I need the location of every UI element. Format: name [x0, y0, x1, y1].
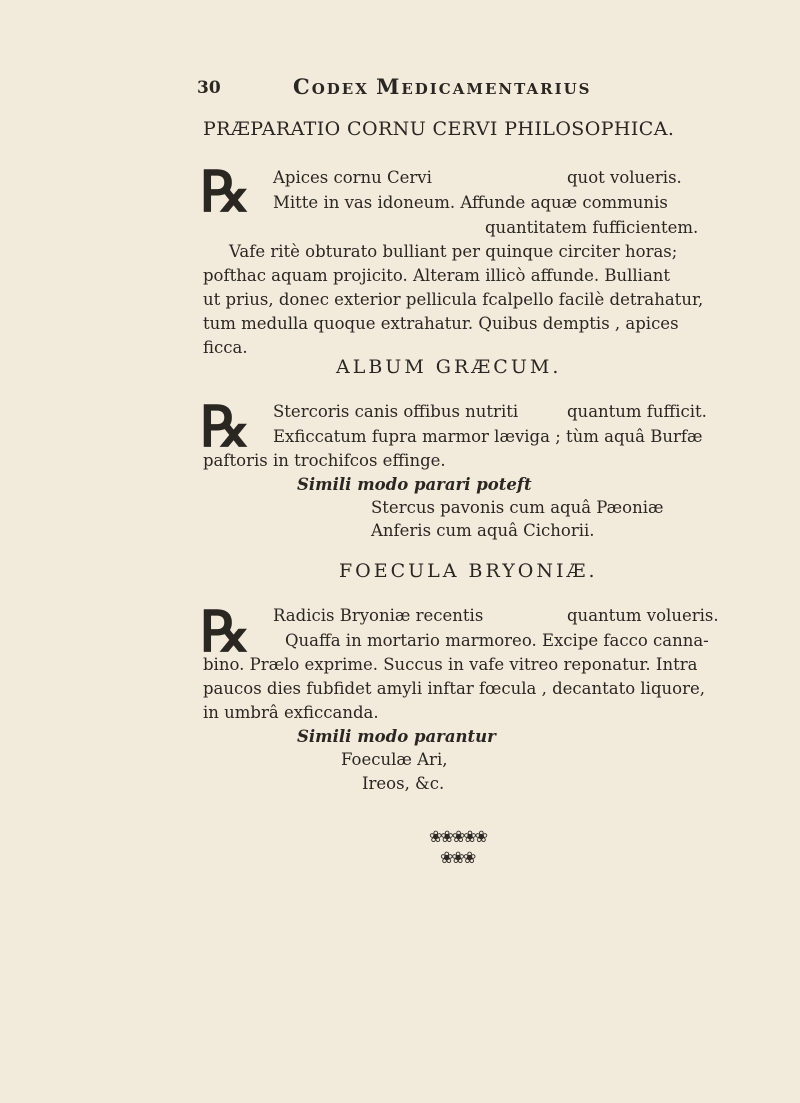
ingredient-quantity: quot volueris. — [567, 168, 682, 187]
section-title-foecula-bryoniae: FOECULA BRYONIÆ. — [339, 560, 598, 582]
ingredient-quantity: quantum fufficit. — [567, 402, 707, 421]
running-head-initial-m: M — [376, 74, 402, 99]
recipe-rx-icon — [200, 159, 264, 221]
text-line: paftoris in trochifcos effinge. — [203, 451, 446, 470]
text-line: Quaffa in mortario marmoreo. Excipe facco canna- — [285, 631, 709, 650]
text-line: Exficcatum fupra marmor læviga ; tùm aquâ Burfæ — [273, 427, 703, 446]
body-line: in umbrâ exficcanda. — [203, 703, 379, 722]
section-title-cornu-cervi: PRÆPARATIO CORNU CERVI PHILOSOPHICA. — [203, 118, 675, 140]
ingredient-text: Stercoris canis offibus nutriti — [273, 402, 519, 421]
text-line: Mitte in vas idoneum. Affunde aquæ communis — [273, 193, 668, 212]
body-line: Vafe ritè obturato bulliant per quinque circiter horas; — [229, 242, 678, 261]
running-head-odex: ODEX — [311, 80, 377, 98]
recipe-rx-icon — [200, 599, 264, 661]
svg-text:℞: ℞ — [200, 394, 251, 456]
text-line: quantitatem fufficientem. — [485, 218, 699, 237]
body-line: bino. Prælo exprime. Succus in vafe vitreo reponatur. Intra — [203, 655, 698, 674]
ornament-flower-icon: ❀❀❀ — [440, 848, 475, 867]
running-head — [293, 74, 592, 99]
italic-note: Simili modo parantur — [297, 727, 496, 746]
body-line: paucos dies fubfidet amyli inftar fœcula , decantato liquore, — [203, 679, 705, 698]
variant-line: Anferis cum aquâ Cichorii. — [371, 521, 595, 540]
ingredient-quantity: quantum volueris. — [567, 606, 719, 625]
variant-line: Stercus pavonis cum aquâ Pæoniæ — [371, 498, 664, 517]
page-number: 30 — [197, 78, 221, 98]
variant-line: Ireos, &c. — [362, 774, 445, 793]
recipe-rx-icon — [200, 394, 264, 456]
running-head-edicamentarius: EDICAMENTARIUS — [401, 80, 592, 98]
section-title-album-graecum: ALBUM GRÆCUM. — [336, 356, 562, 378]
ingredient-text: Apices cornu Cervi — [273, 168, 432, 187]
variant-line: Foeculæ Ari, — [341, 750, 448, 769]
ingredient-text: Radicis Bryoniæ recentis — [273, 606, 484, 625]
svg-text:℞: ℞ — [200, 159, 251, 221]
italic-note: Simili modo parari poteft — [297, 475, 532, 494]
body-line: ut prius, donec exterior pellicula fcalpello facilè detrahatur, — [203, 290, 704, 309]
body-line: ficca. — [203, 338, 248, 357]
running-head-initial-c: C — [293, 74, 312, 99]
body-line: tum medulla quoque extrahatur. Quibus demptis , apices — [203, 314, 679, 333]
ornament-flower-icon: ❀❀❀❀❀ — [429, 827, 487, 846]
svg-text:℞: ℞ — [200, 599, 251, 661]
body-line: pofthac aquam projicito. Alteram illicò affunde. Bulliant — [203, 266, 671, 285]
